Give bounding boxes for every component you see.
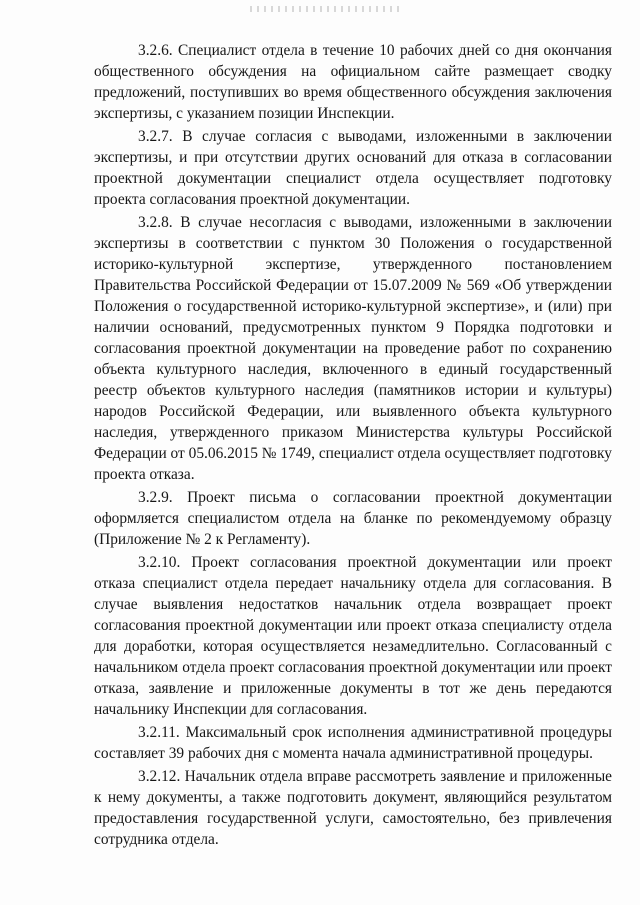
paragraph-3-2-12: 3.2.12. Начальник отдела вправе рассмотреть заявление и приложенные к нему документы, а также подготовить документ, являющийся результатом предоставления государственной услуги, самостоятельно, без привлечения сотрудника отдела. xyxy=(94,768,612,848)
scan-artifact xyxy=(250,6,400,12)
paragraph-3-2-7: 3.2.7. В случае согласия с выводами, изложенными в заключении экспертизы, и при отсутствии других оснований для отказа в согласовании проектной документации специалист отдела осуществляет подготовку проекта согласования проектной документации. xyxy=(94,128,612,208)
document-body xyxy=(94,40,612,852)
paragraph-3-2-6: 3.2.6. Специалист отдела в течение 10 рабочих дней со дня окончания общественного обсуждения на официальном сайте размещает сводку предложений, поступивших во время общественного обсуждения заключения экспертизы, с указанием позиции Инспекции. xyxy=(94,42,612,122)
paragraph-3-2-9: 3.2.9. Проект письма о согласовании проектной документации оформляется специалистом отдела на бланке по рекомендуемому образцу (Приложение № 2 к Регламенту). xyxy=(94,489,612,548)
paragraph-3-2-10: 3.2.10. Проект согласования проектной документации или проект отказа специалист отдела передает начальнику отдела для согласования. В случае выявления недостатков начальник отдела возвращает проект согласования проектной документации или проект отказа специалисту отдела для доработки, которая осуществляется незамедлительно. Согласованный с начальником отдела проект согласования проектной документации или проект отказа, заявление и приложенные документы в тот же день передаются начальнику Инспекции для согласования. xyxy=(94,554,612,718)
paragraph-3-2-8: 3.2.8. В случае несогласия с выводами, изложенными в заключении экспертизы в соответствии с пунктом 30 Положения о государственной историко-культурной экспертизе, утвержденного постановлением Правительства Российской Федерации от 15.07.2009 № 569 «Об утверждении Положения о государственной историко-культурной экспертизе», и (или) при наличии оснований, предусмотренных пунктом 9 Порядка подготовки и согласования проектной документации на проведение работ по сохранению объекта культурного наследия, включенного в единый государственный реестр объектов культурного наследия (памятников истории и культуры) народов Российской Федерации, или выявленного объекта культурного наследия, утвержденного приказом Министерства культуры Российской Федерации от 05.06.2015 № 1749, специалист отдела осуществляет подготовку проекта отказа. xyxy=(94,214,612,483)
paragraph-3-2-11: 3.2.11. Максимальный срок исполнения административной процедуры составляет 39 рабочих дня с момента начала административной процедуры. xyxy=(94,724,612,762)
